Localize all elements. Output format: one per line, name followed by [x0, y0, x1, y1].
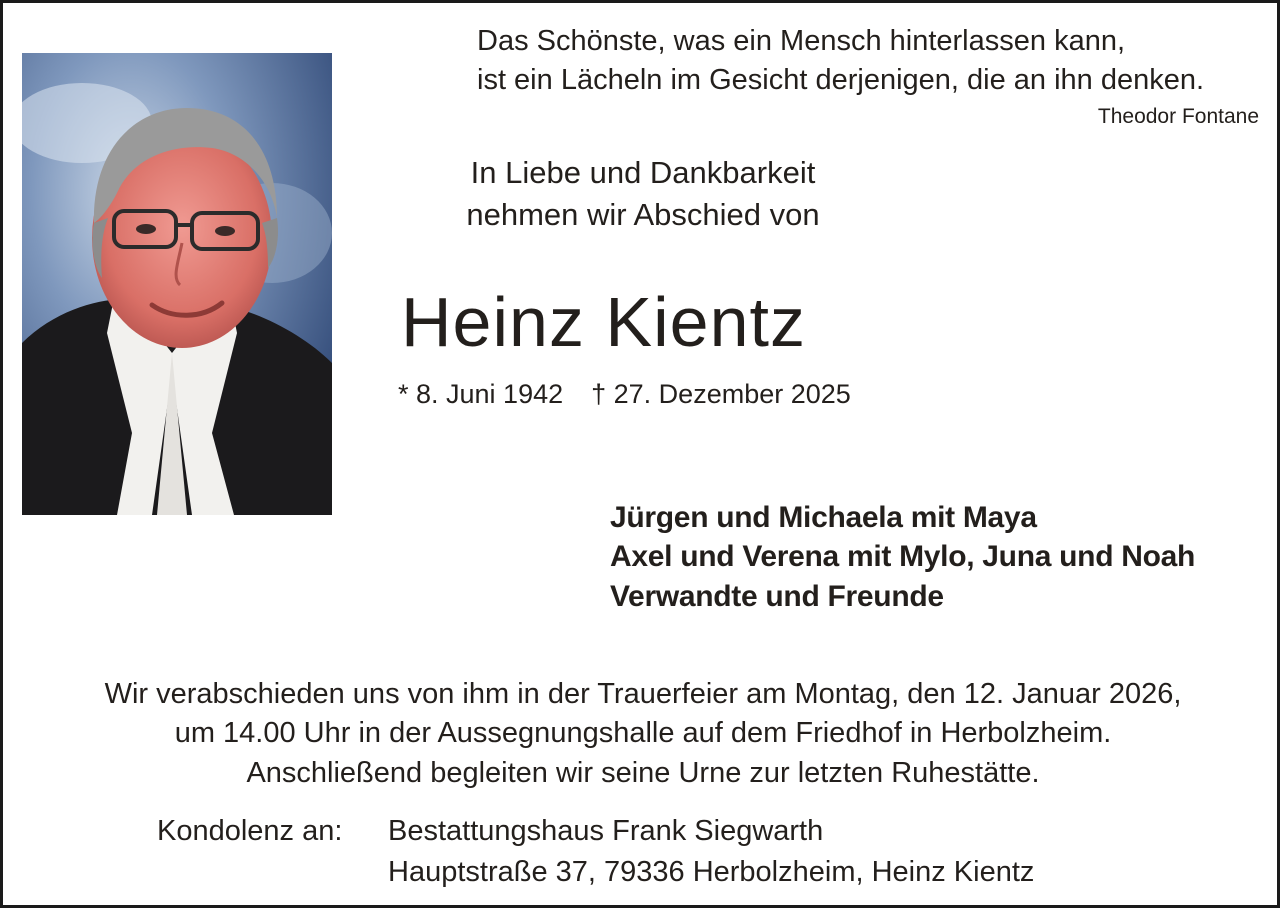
portrait-photo — [22, 53, 332, 515]
service-line-2: um 14.00 Uhr in der Aussegnungshalle auf dem Friedhof in Herbolzheim. — [174, 717, 1112, 749]
intro-line-2: nehmen wir Abschied von — [466, 197, 820, 232]
quote-line-2: ist ein Lächeln im Gesicht derjenigen, die an ihn denken. — [477, 64, 1205, 96]
birth-date: * 8. Juni 1942 — [398, 379, 564, 409]
intro-line-1: In Liebe und Dankbarkeit — [470, 155, 816, 190]
condolence-address-line-2: Hauptstraße 37, 79336 Herbolzheim, Heinz Kientz — [388, 856, 1035, 888]
condolence-label: Kondolenz an: — [157, 815, 343, 847]
deceased-name: Heinz Kientz — [401, 283, 806, 361]
quote-line-1: Das Schönste, was ein Mensch hinterlassen kann, — [477, 25, 1126, 57]
family-line-1: Jürgen und Michaela mit Maya — [610, 501, 1037, 534]
service-line-1: Wir verabschieden uns von ihm in der Trauerfeier am Montag, den 12. Januar 2026, — [104, 678, 1182, 710]
family-line-3: Verwandte und Freunde — [610, 580, 944, 613]
service-line-3: Anschließend begleiten wir seine Urne zur letzten Ruhestätte. — [246, 757, 1040, 789]
death-date: † 27. Dezember 2025 — [591, 379, 851, 409]
quote-author: Theodor Fontane — [1097, 105, 1259, 128]
life-dates — [398, 377, 851, 411]
family-line-2: Axel und Verena mit Mylo, Juna und Noah — [610, 540, 1196, 573]
condolence-address-line-1: Bestattungshaus Frank Siegwarth — [388, 815, 824, 847]
